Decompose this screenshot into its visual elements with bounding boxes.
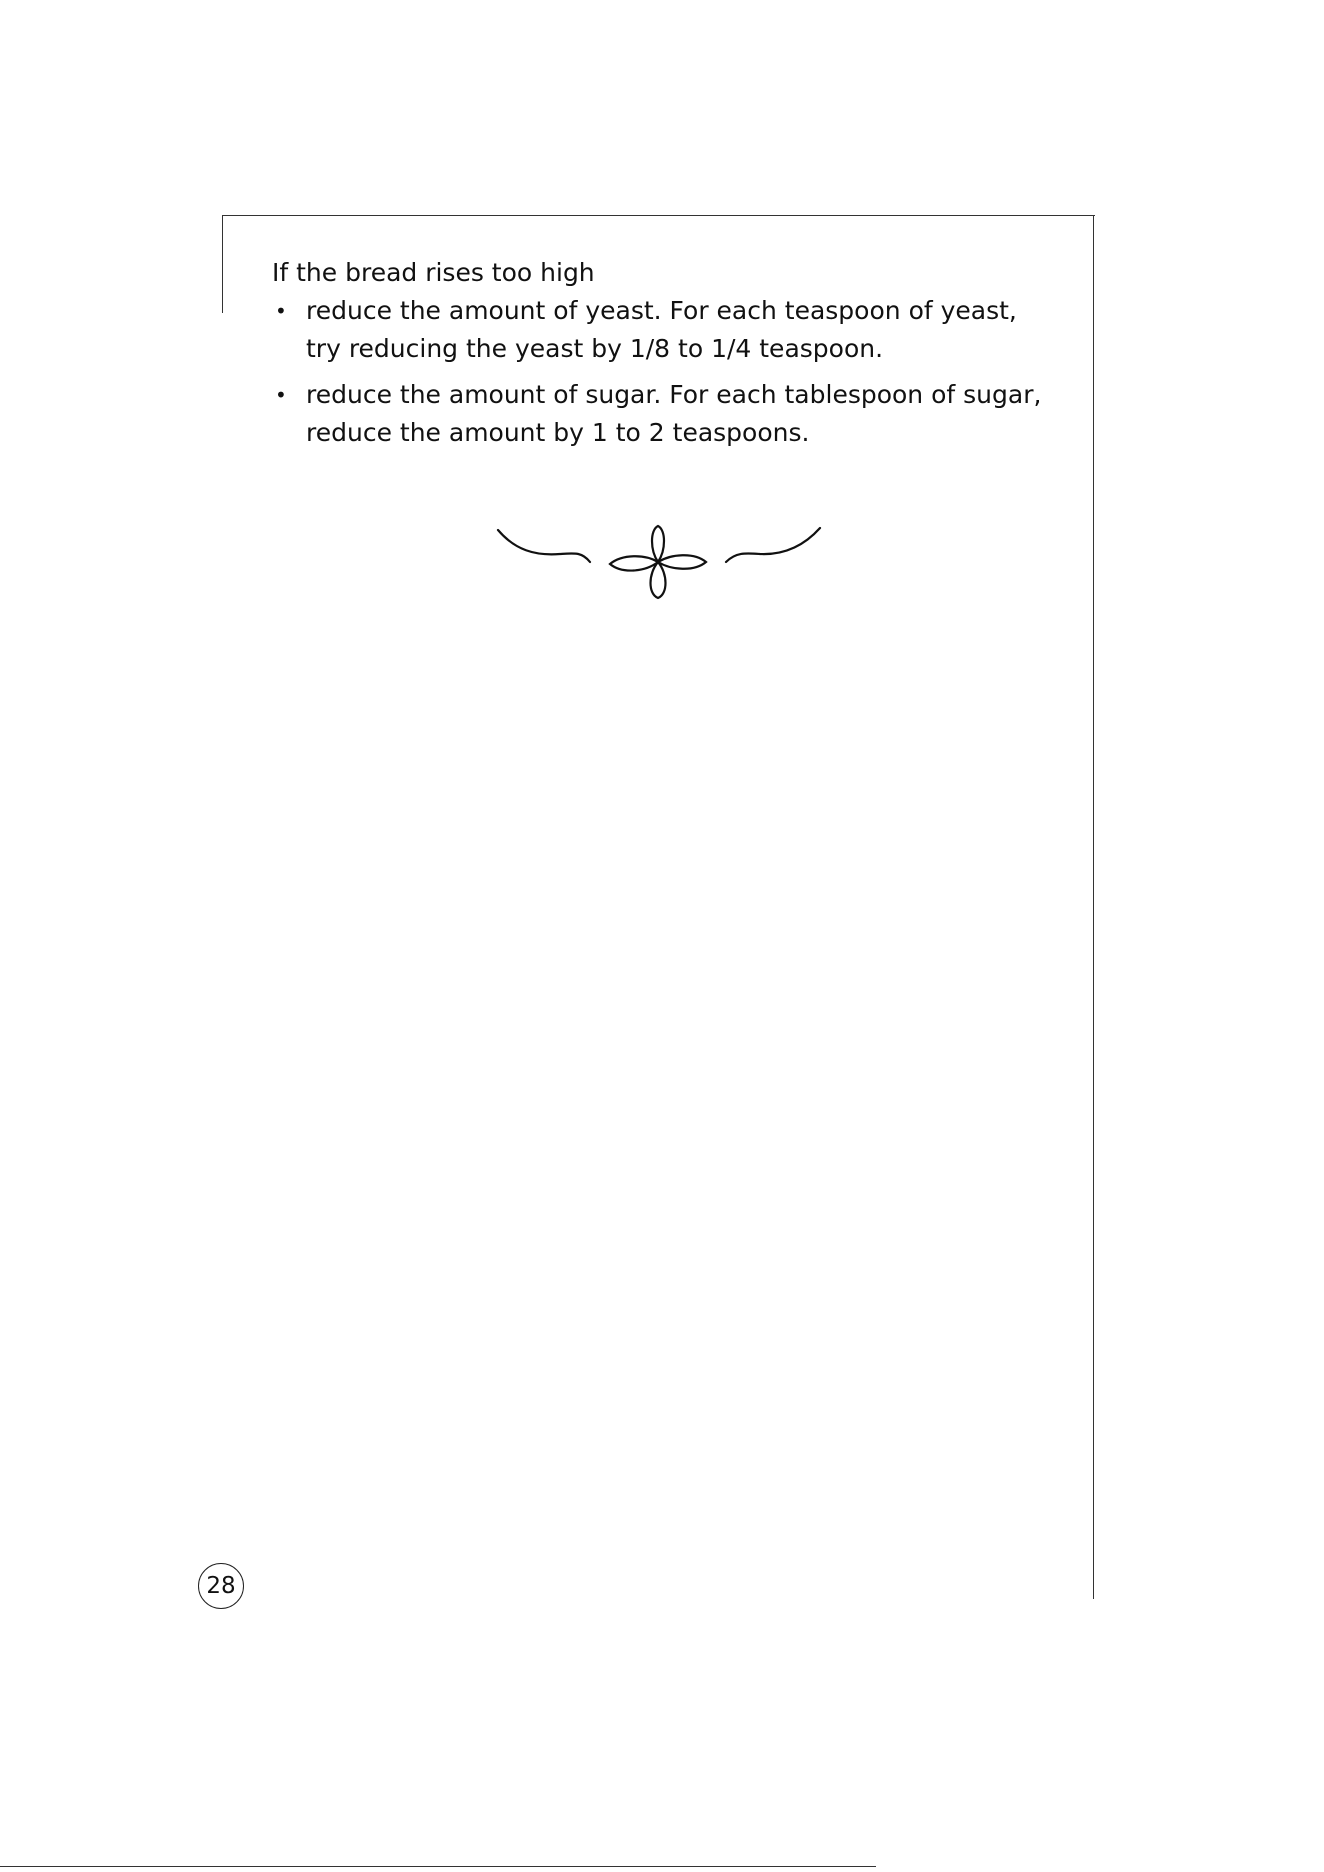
frame-left-border: [222, 215, 223, 313]
tip-text-line: reduce the amount by 1 to 2 teaspoons.: [306, 418, 810, 447]
tip-text-line: reduce the amount of sugar. For each tablespoon of sugar,: [306, 380, 1042, 409]
frame-top-border: [222, 215, 1095, 216]
page-number: 28: [198, 1563, 244, 1609]
bullet-icon: •: [275, 299, 287, 323]
flourish-divider-icon: [490, 512, 826, 602]
frame-right-border: [1093, 215, 1094, 1599]
bottom-rule: [0, 1866, 876, 1867]
list-item: [272, 292, 1072, 368]
bullet-icon: •: [275, 383, 287, 407]
tip-text-line: try reducing the yeast by 1/8 to 1/4 teaspoon.: [306, 334, 884, 363]
tip-text-line: reduce the amount of yeast. For each teaspoon of yeast,: [306, 296, 1017, 325]
list-item: [272, 376, 1072, 452]
tip-list: [272, 292, 1072, 452]
section-heading: If the bread rises too high: [272, 258, 595, 287]
troubleshooting-section: [272, 254, 1072, 460]
